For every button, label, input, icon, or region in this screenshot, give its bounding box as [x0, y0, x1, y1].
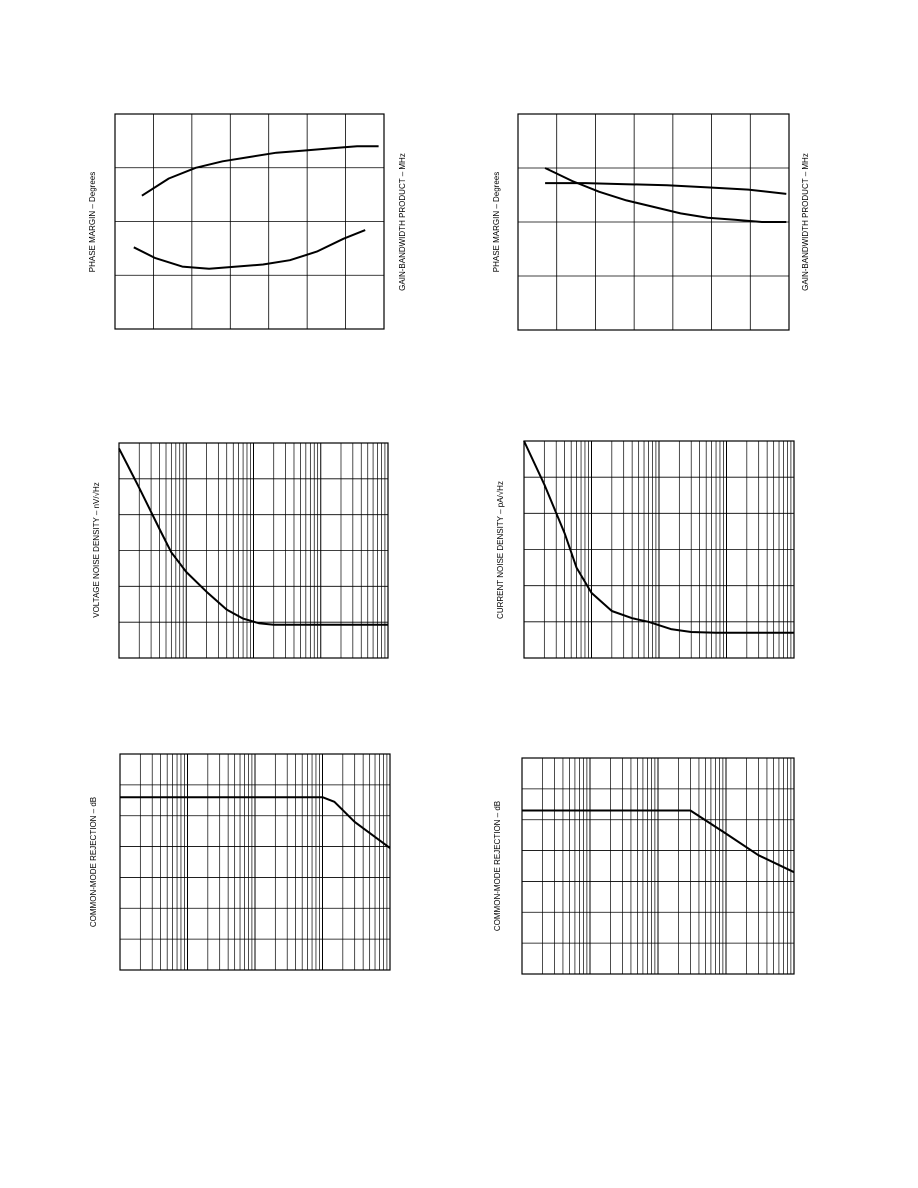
grid: [518, 114, 789, 330]
y-axis-label-phase-margin-right: PHASE MARGIN – Degrees: [492, 171, 501, 273]
y-axis-label-voltage-noise: VOLTAGE NOISE DENSITY – nV/√Hz: [92, 482, 101, 618]
y2-axis-label-gbw-left: GAIN-BANDWIDTH PRODUCT – MHz: [398, 153, 407, 291]
y-axis-label-cmr-right: COMMON-MODE REJECTION – dB: [493, 800, 502, 932]
y-axis-label-phase-margin-left: PHASE MARGIN – Degrees: [88, 171, 97, 273]
series-line-2: [142, 146, 379, 195]
chart-cmr-left: [120, 754, 390, 970]
chart-pm-gbw-left: [115, 114, 384, 329]
y2-axis-label-gbw-right: GAIN-BANDWIDTH PRODUCT – MHz: [801, 153, 810, 291]
chart-pm-gbw-right: [518, 114, 789, 330]
grid: [119, 443, 388, 658]
grid: [522, 758, 794, 974]
y-axis-label-cmr-left: COMMON-MODE REJECTION – dB: [89, 796, 98, 928]
grid: [120, 754, 390, 970]
chart-cmr-right: [522, 758, 794, 974]
curves: [134, 146, 379, 268]
series-line-1: [134, 230, 365, 269]
y-axis-label-current-noise: CURRENT NOISE DENSITY – pA/√Hz: [496, 481, 505, 619]
chart-voltage-noise: [119, 443, 388, 658]
grid: [115, 114, 384, 329]
chart-current-noise: [524, 441, 794, 658]
